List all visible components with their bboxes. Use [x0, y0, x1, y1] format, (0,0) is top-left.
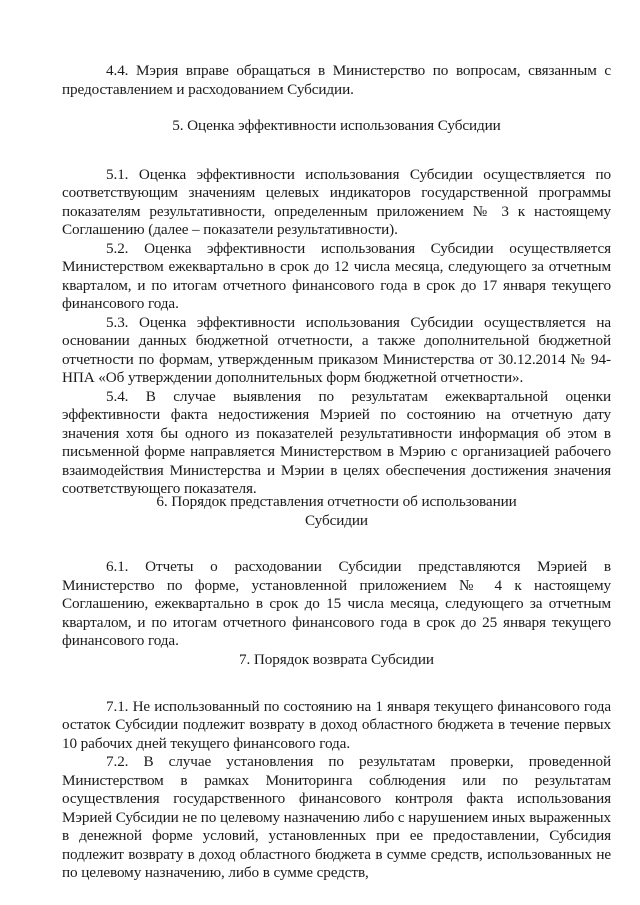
paragraph-5-3: 5.3. Оценка эффективности использования Субсидии осуществляется на основании данных бюджетной отчетности, а также дополнительной бюджетной отчетности по формам, утвержденным приказом Министерства от 30.12.2014 № 94-НПА «Об утверждении дополнительных форм бюджетной отчетности». [62, 313, 611, 386]
section-7 [62, 651, 611, 883]
paragraph-5-1: 5.1. Оценка эффективности использования Субсидии осуществляется по соответствующим значениям целевых индикаторов государственной программы показателям результативности, определенным приложением № 3 к настоящему Соглашению (далее – показатели результативности). [62, 165, 611, 238]
heading-section-6-line1: 6. Порядок представления отчетности об использовании [156, 493, 517, 510]
paragraph-4-4: 4.4. Мэрия вправе обращаться в Министерство по вопросам, связанным с предоставлением и расходованием Субсидии. [62, 62, 611, 98]
paragraph-5-4: 5.4. В случае выявления по результатам ежеквартальной оценки эффективности факта недостижения Мэрией по состоянию на отчетную дату значения хотя бы одного из показателей результативности информация об этом в письменной форме направляется Министерством в Мэрию с организацией рабочего взаимодействия Министерства и Мэрии в целях обеспечения достижения значения соответствующего показателя. [62, 387, 611, 497]
paragraph-7-1: 7.1. Не использованный по состоянию на 1 января текущего финансового года остаток Субсидии подлежит возврату в доход областного бюджета в течение первых 10 рабочих дней текущего финансового года. [62, 697, 611, 752]
section-4-tail [62, 62, 611, 99]
section-5 [62, 117, 611, 499]
heading-section-6-line2: Субсидии [305, 511, 368, 529]
heading-section-5: 5. Оценка эффективности использования Субсидии [172, 117, 501, 134]
section-6 [62, 493, 611, 651]
paragraph-5-2: 5.2. Оценка эффективности использования Субсидии осуществляется Министерством ежеквартально в срок до 12 числа месяца, следующего за отчетным кварталом, и по итогам отчетного финансового года в срок до 17 января текущего финансового года. [62, 239, 611, 312]
heading-section-7: 7. Порядок возврата Субсидии [239, 651, 434, 668]
paragraph-6-1: 6.1. Отчеты о расходовании Субсидии представляются Мэрией в Министерство по форме, установленной приложением № 4 к настоящему Соглашению, ежеквартально в срок до 15 числа месяца, следующего за отчетным кварталом, и по итогам отчетного финансового года в срок до 25 января текущего финансового года. [62, 558, 611, 649]
heading-section-6 [62, 493, 611, 530]
paragraph-7-2: 7.2. В случае установления по результатам проверки, проведенной Министерством в рамках Мониторинга соблюдения или по результатам осуществления государственного финансового контроля факта использования Мэрией Субсидии не по целевому назначению либо с нарушением иных выраженных в денежной форме условий, установленных при ее предоставлении, Субсидия подлежит возврату в доход областного бюджета в сумме средств, использованных не по целевому назначению, либо в сумме средств, [62, 753, 611, 881]
